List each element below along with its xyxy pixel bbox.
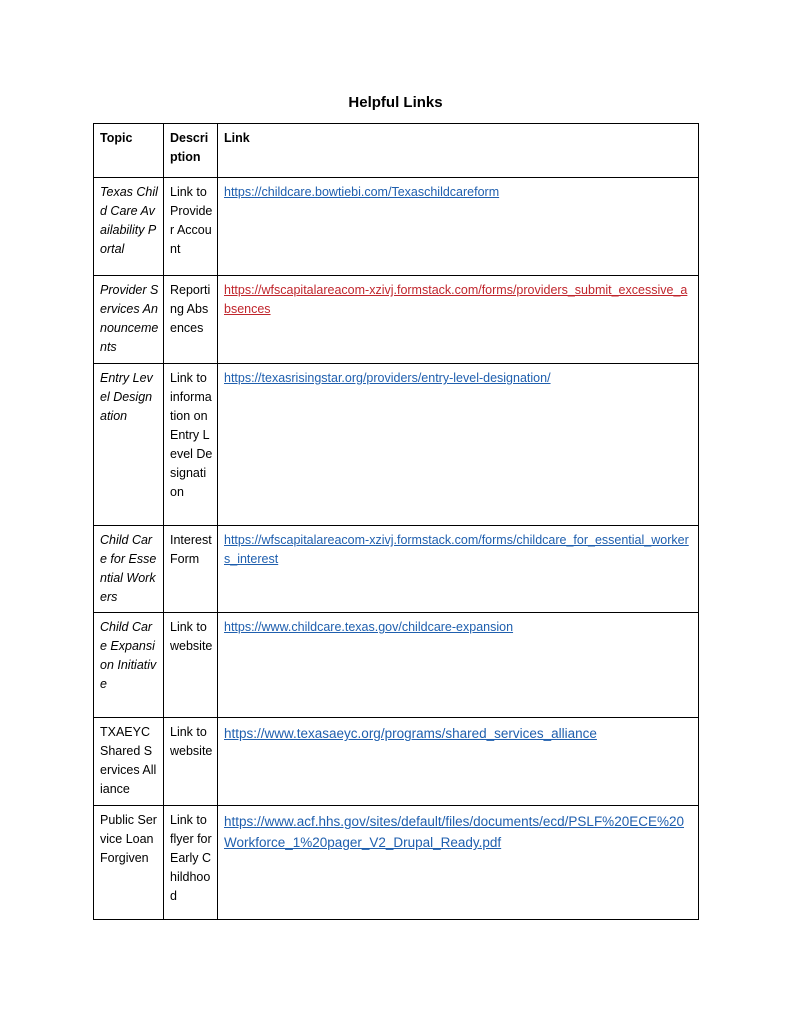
link-cell [218, 806, 699, 920]
topic-cell: Child Care Expansion Initiative [94, 613, 164, 718]
topic-cell: Texas Child Care Availability Portal [94, 178, 164, 276]
table-row [94, 718, 699, 806]
description-cell: Reporting Absences [164, 276, 218, 364]
link-cell [218, 526, 699, 613]
link-cell [218, 364, 699, 526]
link-anchor[interactable]: https://www.acf.hhs.gov/sites/default/files/documents/ecd/PSLF%20ECE%20Workforce_1%20pager_V2_Drupal_Ready.pdf [224, 814, 684, 850]
table-row [94, 613, 699, 718]
page-title: Helpful Links [348, 94, 443, 111]
description-cell: Link to Provider Account [164, 178, 218, 276]
link-cell [218, 276, 699, 364]
topic-cell: Public Service Loan Forgiven [94, 806, 164, 920]
helpful-links-table [93, 123, 699, 920]
link-anchor[interactable]: https://childcare.bowtiebi.com/Texaschildcareform [224, 185, 500, 199]
description-cell: Link to information on Entry Level Designation [164, 364, 218, 526]
link-anchor[interactable]: https://wfscapitalareacom-xzivj.formstack.com/forms/childcare_for_essential_workers_interest [224, 533, 689, 566]
table-header-row [94, 124, 699, 178]
link-anchor[interactable]: https://texasrisingstar.org/providers/entry-level-designation/ [224, 371, 551, 385]
link-anchor[interactable]: https://www.texasaeyc.org/programs/shared_services_alliance [224, 726, 597, 741]
description-cell: Link to website [164, 613, 218, 718]
link-cell [218, 613, 699, 718]
header-topic: Topic [94, 124, 164, 178]
description-cell: Link to website [164, 718, 218, 806]
table-row [94, 806, 699, 920]
header-link: Link [218, 124, 699, 178]
topic-cell: TXAEYC Shared Services Alliance [94, 718, 164, 806]
topic-cell: Provider Services Announcements [94, 276, 164, 364]
link-anchor[interactable]: https://wfscapitalareacom-xzivj.formstack.com/forms/providers_submit_excessive_absences [224, 283, 688, 316]
table-row [94, 276, 699, 364]
table-row [94, 178, 699, 276]
header-description: Description [164, 124, 218, 178]
topic-cell: Child Care for Essential Workers [94, 526, 164, 613]
link-cell [218, 178, 699, 276]
link-anchor[interactable]: https://www.childcare.texas.gov/childcare-expansion [224, 620, 514, 634]
topic-cell: Entry Level Designation [94, 364, 164, 526]
description-cell: Interest Form [164, 526, 218, 613]
table-row [94, 364, 699, 526]
table-row [94, 526, 699, 613]
link-cell [218, 718, 699, 806]
description-cell: Link to flyer for Early Childhood [164, 806, 218, 920]
